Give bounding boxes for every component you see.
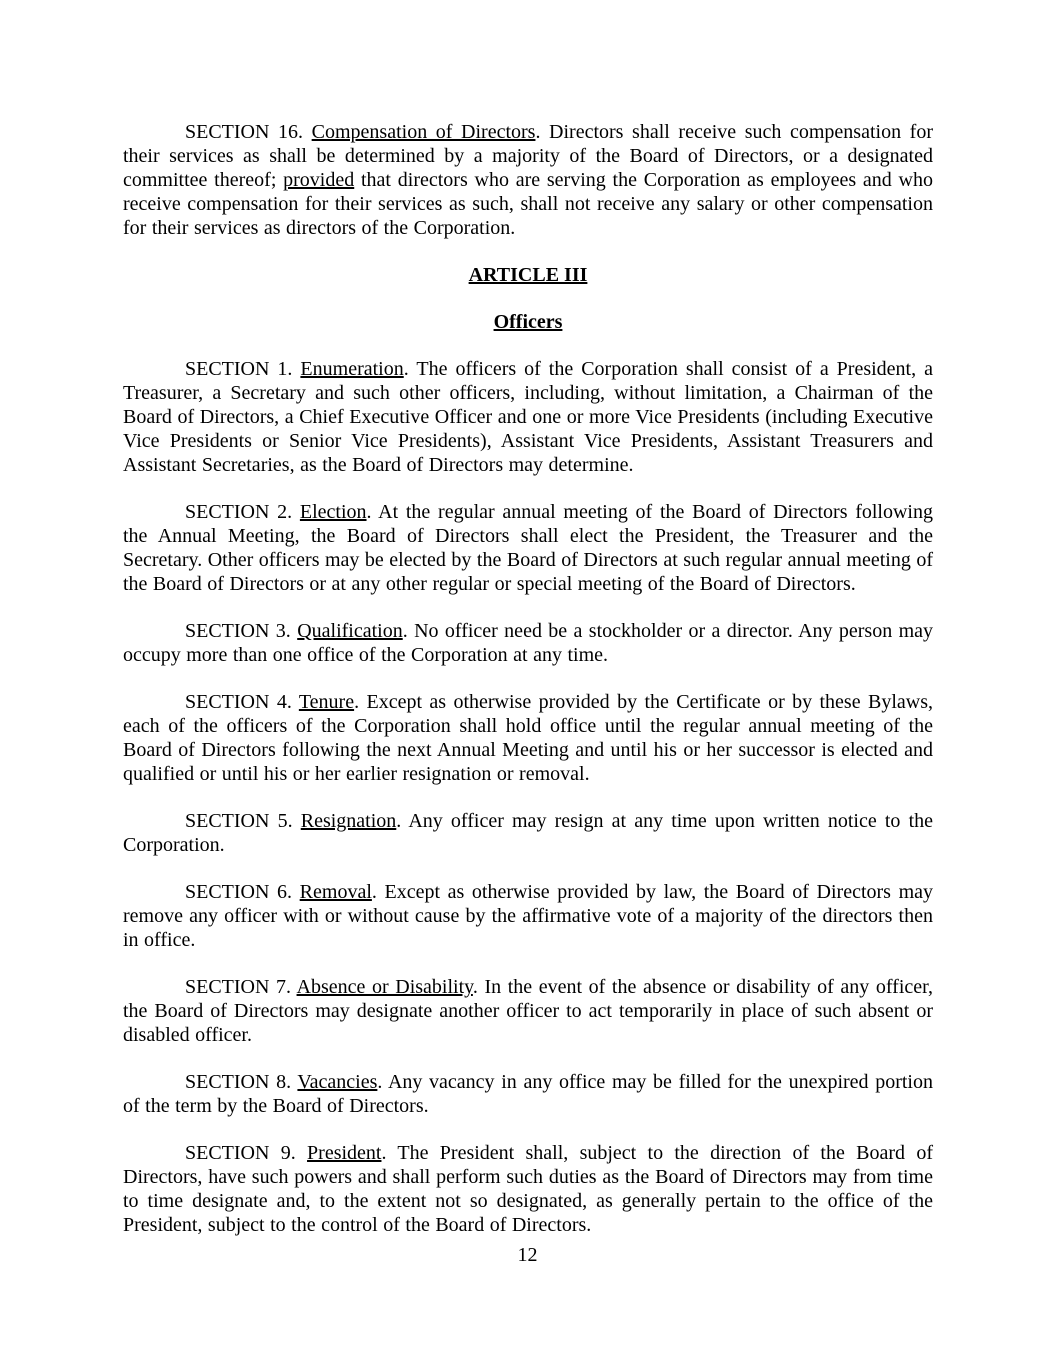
paragraph-text: SECTION 9. xyxy=(185,1142,308,1164)
article-heading-text: ARTICLE III xyxy=(468,264,588,286)
paragraph-text: . In the event of the absence or disability of any officer, the Board of Directors may designate another officer to act temporarily in place of such absent or disabled officer. xyxy=(123,976,934,1046)
paragraph-text: . Any officer may resign at any time upon written notice to the Corporation. xyxy=(123,810,933,856)
paragraph-text: SECTION 7. xyxy=(185,976,297,998)
paragraph xyxy=(123,975,933,1047)
paragraph xyxy=(123,1070,933,1118)
underlined-term: Vacancies xyxy=(297,1071,378,1093)
paragraph-text: . The officers of the Corporation shall consist of a President, a Treasurer, a Secretary and such other officers, including, without limitation, a Chairman of the Board of Directors, a Chief Executive Officer and one or more Vice Presidents (including Executive Vice Presidents or Senior Vice Presidents), Assistant Vice Presidents, Assistant Treasurers and Assistant Secretaries, as the Board of Directors may determine. xyxy=(123,358,933,476)
paragraph xyxy=(123,1141,933,1237)
paragraph xyxy=(123,500,933,596)
underlined-term: Compensation of Directors xyxy=(311,121,536,143)
paragraph-text: SECTION 3. xyxy=(185,620,298,642)
paragraph xyxy=(123,690,933,786)
underlined-term: Qualification xyxy=(297,620,403,642)
underlined-term: Removal xyxy=(299,881,372,903)
underlined-term: Enumeration xyxy=(300,358,404,380)
document-body xyxy=(123,120,933,1260)
underlined-term: President xyxy=(307,1142,382,1164)
paragraph-text: . Directors shall receive such compensation for their services as shall be determined by a majority of the Board of Directors, or a designated committee thereof; xyxy=(123,121,933,191)
underlined-term: Election xyxy=(299,501,367,523)
article-subheading xyxy=(123,310,933,334)
underlined-term: Tenure xyxy=(298,691,355,713)
paragraph-text: . At the regular annual meeting of the Board of Directors following the Annual Meeting, the Board of Directors shall elect the President, the Treasurer and the Secretary. Other officers may be elected by the Board of Directors at such regular annual meeting of the Board of Directors or at any other regular or special meeting of the Board of Directors. xyxy=(123,501,933,595)
paragraph-text: SECTION 6. xyxy=(185,881,300,903)
paragraph xyxy=(123,619,933,667)
article-subheading-text: Officers xyxy=(493,311,563,333)
paragraph-text: . Except as otherwise provided by law, the Board of Directors may remove any officer with or without cause by the affirmative vote of a majority of the directors then in office. xyxy=(123,881,933,951)
article-heading xyxy=(123,263,933,287)
paragraph-text: . Except as otherwise provided by the Certificate or by these Bylaws, each of the officers of the Corporation shall hold office until the regular annual meeting of the Board of Directors following the next Annual Meeting and until his or her successor is elected and qualified or until his or her earlier resignation or removal. xyxy=(123,691,933,785)
paragraph-text: . The President shall, subject to the direction of the Board of Directors, have such powers and shall perform such duties as the Board of Directors may from time to time designate and, to the extent not so designated, as generally pertain to the office of the President, subject to the control of the Board of Directors. xyxy=(123,1142,933,1236)
paragraph-text: SECTION 5. xyxy=(185,810,301,832)
paragraph-text: . No officer need be a stockholder or a director. Any person may occupy more than one office of the Corporation at any time. xyxy=(123,620,934,666)
paragraph-text: SECTION 1. xyxy=(185,358,301,380)
page-number: 12 xyxy=(517,1244,538,1266)
underlined-term: provided xyxy=(283,169,355,191)
paragraph xyxy=(123,357,933,477)
underlined-term: Resignation xyxy=(300,810,397,832)
paragraph-text: SECTION 8. xyxy=(185,1071,298,1093)
paragraph xyxy=(123,880,933,952)
paragraph-text: SECTION 16. xyxy=(185,121,312,143)
paragraph-text: SECTION 2. xyxy=(185,501,300,523)
paragraph-text: . Any vacancy in any office may be filled for the unexpired portion of the term by the Board of Directors. xyxy=(123,1071,933,1117)
underlined-term: Absence or Disability xyxy=(296,976,473,998)
paragraph-text: SECTION 4. xyxy=(185,691,299,713)
paragraph-text: that directors who are serving the Corporation as employees and who receive compensation for their services as such, shall not receive any salary or other compensation for their services as directors of the Corporation. xyxy=(123,169,933,239)
paragraph xyxy=(123,120,933,240)
paragraph xyxy=(123,809,933,857)
